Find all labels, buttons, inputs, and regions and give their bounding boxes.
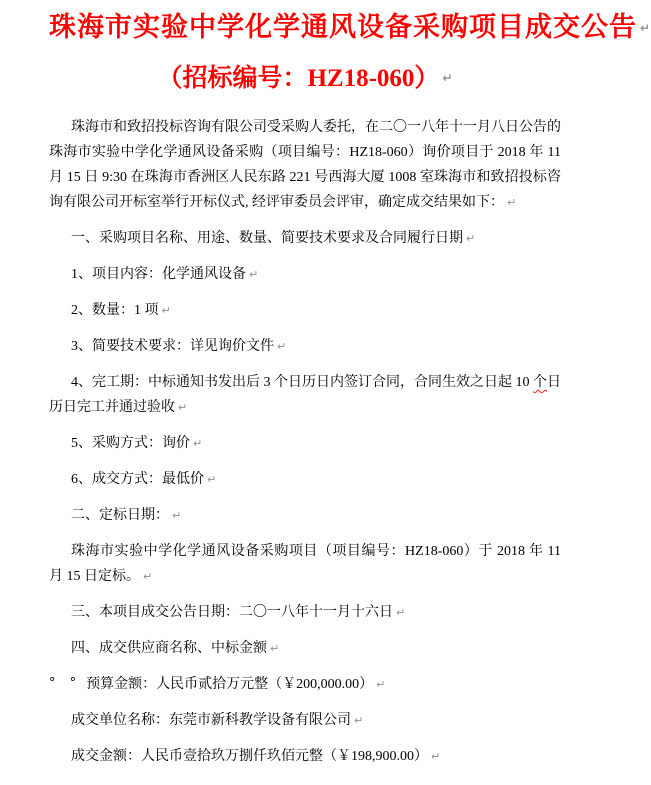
list-item-4-completion-period [49, 370, 561, 420]
paragraph-award-date [49, 539, 561, 589]
paragraph-mark-icon: ↵ [431, 750, 441, 763]
paragraph-intro-text: 珠海市和致招投标咨询有限公司受采购人委托，在二〇一八年十一月八日公告的珠海市实验中学化学通风设备采购（项目编号：HZ18-060）询价项目于 2018 年 11 月 15 日 9:30 在珠海市香洲区人民东路 221 号西海大厦 1008 室珠海市和致招投标咨询有限公司开标室举行开标仪式, 经评审委员会评审，确定成交结果如下： [49, 120, 561, 210]
paragraph-mark-icon: ↵ [354, 714, 364, 727]
list-item-1-text: 1、项目内容：化学通风设备 [71, 267, 246, 282]
paragraph-mark-icon: ↵ [178, 401, 188, 414]
heading-section-4 [49, 636, 561, 661]
document-title [49, 8, 651, 47]
paragraph-mark-icon: ↵ [193, 437, 203, 450]
paragraph-mark-icon: ↵ [466, 232, 476, 245]
paragraph-award-amount-text: 成交金额：人民币壹拾玖万捌仟玖佰元整（￥198,900.00） [71, 749, 428, 764]
paragraph-mark-icon: ↵ [249, 268, 259, 281]
paragraph-mark-icon: ↵ [442, 71, 453, 85]
heading-section-3-text: 三、本项目成交公告日期：二〇一八年十一月十六日 [71, 605, 393, 620]
paragraph-mark-icon: ↵ [143, 570, 153, 583]
list-item-3-text: 3、简要技术要求：详见询价文件 [71, 339, 274, 354]
paragraph-winning-supplier [49, 708, 561, 733]
heading-section-4-text: 四、成交供应商名称、中标金额 [71, 641, 267, 656]
list-item-4-text-before: 4、完工期：中标通知书发出后 3 个日历日内签订合同，合同生效之日起 10 [71, 375, 533, 390]
heading-section-3-announcement-date [49, 600, 561, 625]
document-title-text: 珠海市实验中学化学通风设备采购项目成交公告 [49, 12, 637, 42]
paragraph-mark-icon: ↵ [207, 473, 217, 486]
paragraph-mark-icon: ↵ [172, 509, 182, 522]
paragraph-mark-icon: ↵ [640, 21, 651, 35]
document-subtitle-text: （招标编号：HZ18-060） [157, 65, 440, 92]
list-item-6-award-method [49, 467, 561, 492]
spellcheck-flagged-text: 个 [533, 375, 547, 390]
list-item-3-technical-requirements [49, 334, 561, 359]
paragraph-mark-icon: ↵ [376, 678, 386, 691]
paragraph-intro [49, 115, 561, 215]
list-item-6-text: 6、成交方式：最低价 [71, 472, 204, 487]
paragraph-award-date-text: 珠海市实验中学化学通风设备采购项目（项目编号：HZ18-060）于 2018 年 11 月 15 日定标。 [49, 544, 561, 584]
document-subtitle-tender-number [49, 59, 561, 98]
paragraph-mark-icon: ↵ [270, 642, 280, 655]
paragraph-budget-amount [49, 672, 561, 697]
paragraph-mark-icon: ↵ [277, 340, 287, 353]
list-item-1-project-content [49, 262, 561, 287]
paragraph-mark-icon: ↵ [507, 196, 517, 209]
list-item-5-text: 5、采购方式：询价 [71, 436, 190, 451]
paragraph-mark-icon: ↵ [396, 606, 406, 619]
list-item-2-quantity [49, 298, 561, 323]
list-item-4-text-after: 日历日完工并通过验收 [49, 375, 561, 415]
fullwidth-space-marks: ° ° [49, 676, 82, 691]
heading-section-1 [49, 226, 561, 251]
heading-section-2 [49, 503, 561, 528]
paragraph-budget-amount-text: 预算金额：人民币贰拾万元整（￥200,000.00） [86, 677, 374, 692]
heading-section-1-text: 一、采购项目名称、用途、数量、简要技术要求及合同履行日期 [71, 231, 463, 246]
paragraph-award-amount [49, 744, 561, 769]
list-item-2-text: 2、数量：1 项 [71, 303, 159, 318]
document-body [49, 115, 561, 769]
heading-section-2-text: 二、定标日期： [71, 508, 169, 523]
list-item-5-procurement-method [49, 431, 561, 456]
paragraph-mark-icon: ↵ [161, 304, 171, 317]
paragraph-winning-supplier-text: 成交单位名称：东莞市新科教学设备有限公司 [71, 713, 351, 728]
